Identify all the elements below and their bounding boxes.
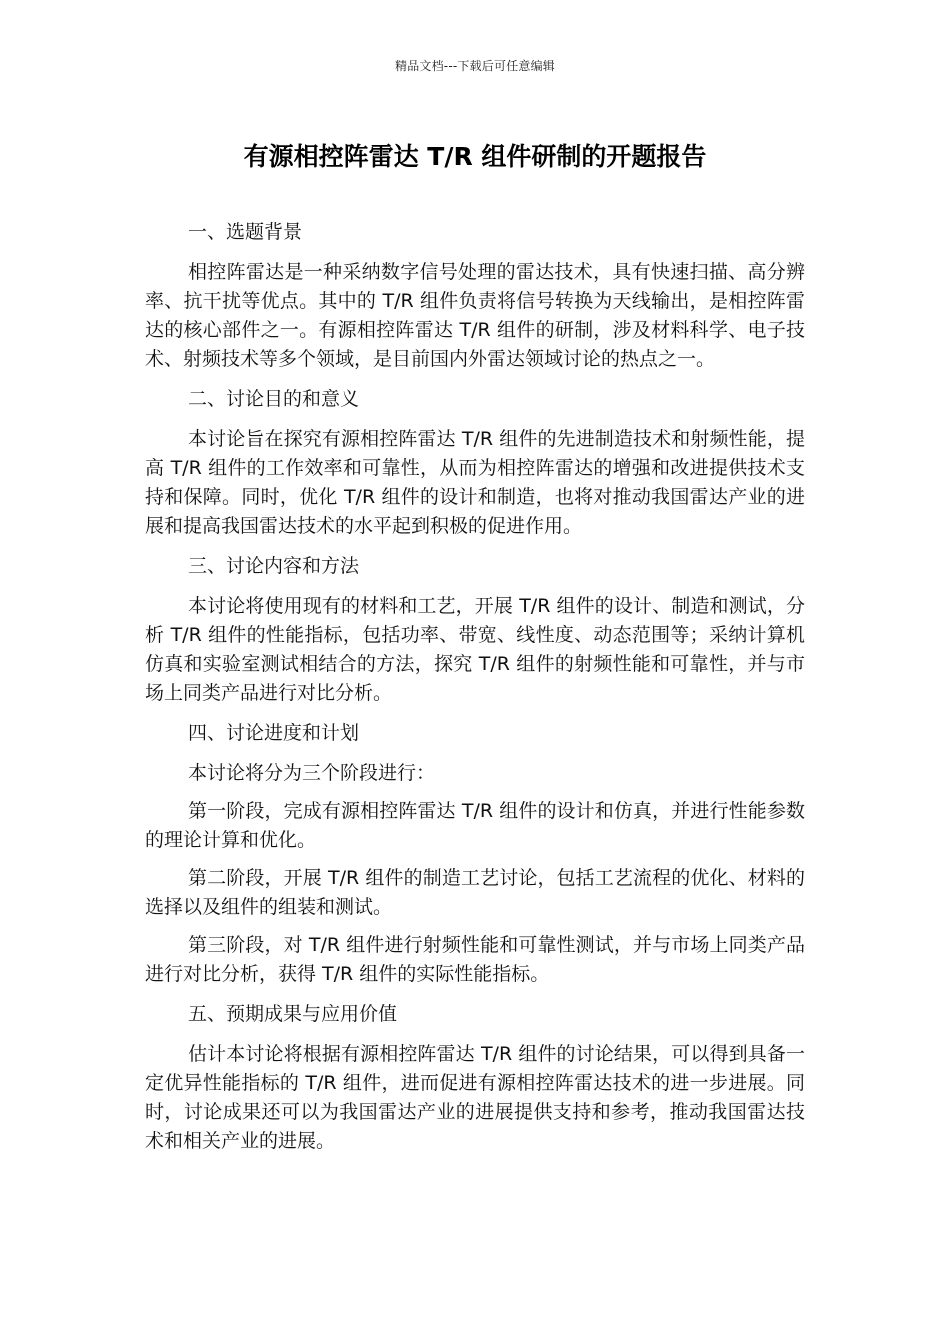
- section-schedule: [145, 717, 805, 989]
- paragraph: 本讨论将分为三个阶段进行：: [188, 762, 436, 784]
- paragraph: 估计本讨论将根据有源相控阵雷达 T/R 组件的讨论结果，可以得到具备一定优异性能指标的 T/R 组件，进而促进有源相控阵雷达技术的进一步进展。同时，讨论成果还可以为我国雷达产业的进展提供支持和参考，推动我国雷达技术和相关产业的进展。: [145, 1043, 805, 1152]
- page-header-note: 精品文档---下载后可任意编辑: [395, 59, 555, 73]
- section-heading: 四、讨论进度和计划: [188, 722, 360, 744]
- paragraph: 第三阶段，对 T/R 组件进行射频性能和可靠性测试，并与市场上同类产品进行对比分析，获得 T/R 组件的实际性能指标。: [145, 934, 805, 985]
- section-background: [145, 216, 805, 374]
- paragraph: 本讨论旨在探究有源相控阵雷达 T/R 组件的先进制造技术和射频性能，提高 T/R 组件的工作效率和可靠性，从而为相控阵雷达的增强和改进提供技术支持和保障。同时，优化 T/R 组件的设计和制造，也将对推动我国雷达产业的进展和提高我国雷达技术的水平起到积极的促进作用。: [145, 428, 805, 537]
- paragraph: 第一阶段，完成有源相控阵雷达 T/R 组件的设计和仿真，并进行性能参数的理论计算和优化。: [145, 800, 805, 851]
- paragraph: 本讨论将使用现有的材料和工艺，开展 T/R 组件的设计、制造和测试，分析 T/R 组件的性能指标，包括功率、带宽、线性度、动态范围等；采纳计算机仿真和实验室测试相结合的方法，探究 T/R 组件的射频性能和可靠性，并与市场上同类产品进行对比分析。: [145, 595, 805, 704]
- section-heading: 五、预期成果与应用价值: [188, 1003, 398, 1025]
- section-heading: 三、讨论内容和方法: [188, 555, 360, 577]
- document-title: 有源相控阵雷达 T/R 组件研制的开题报告: [243, 142, 707, 171]
- section-heading: 二、讨论目的和意义: [188, 388, 360, 410]
- section-content-method: [145, 550, 805, 708]
- paragraph: 相控阵雷达是一种采纳数字信号处理的雷达技术，具有快速扫描、高分辨率、抗干扰等优点。其中的 T/R 组件负责将信号转换为天线输出，是相控阵雷达的核心部件之一。有源相控阵雷达 T/R 组件的研制，涉及材料科学、电子技术、射频技术等多个领域，是目前国内外雷达领域讨论的热点之一。: [145, 261, 805, 370]
- document-body: [145, 216, 805, 1165]
- paragraph: 第二阶段，开展 T/R 组件的制造工艺讨论，包括工艺流程的优化、材料的选择以及组件的组装和测试。: [145, 867, 805, 918]
- section-purpose: [145, 383, 805, 541]
- section-expected-results: [145, 998, 805, 1156]
- section-heading: 一、选题背景: [188, 221, 303, 243]
